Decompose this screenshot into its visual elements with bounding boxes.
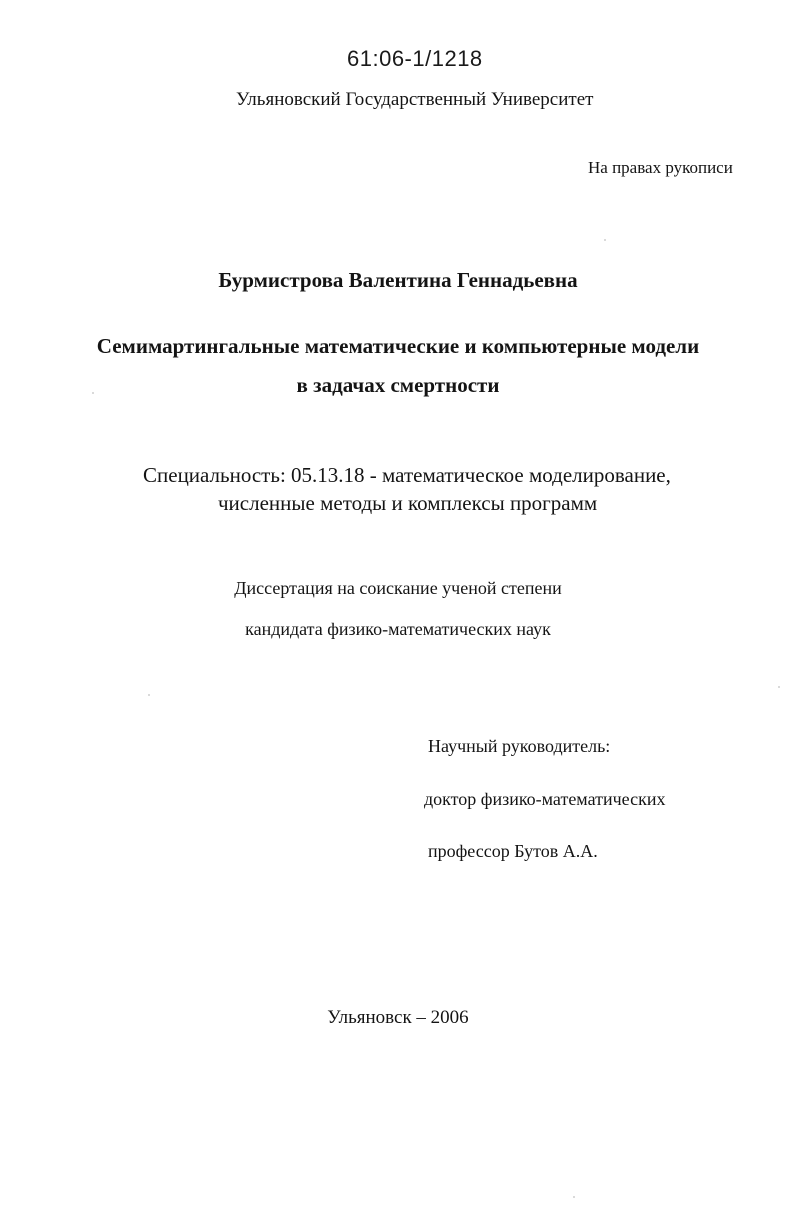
place-and-year: Ульяновск – 2006 bbox=[327, 1007, 469, 1028]
dissertation-title-line-2: в задачах смертности bbox=[296, 373, 500, 397]
dissertation-title-line-1: Семимартингальные математические и компьютерные модели bbox=[96, 334, 700, 358]
advisor-degree: доктор физико-математических bbox=[424, 789, 666, 809]
advisor-name: профессор Бутов А.А. bbox=[428, 841, 598, 861]
specialty-line-2: численные методы и комплексы программ bbox=[218, 491, 598, 515]
scan-speck bbox=[92, 392, 94, 394]
manuscript-rights-note: На правах рукописи bbox=[588, 158, 733, 177]
scan-speck bbox=[778, 686, 780, 688]
scan-speck bbox=[604, 239, 606, 241]
scan-speck bbox=[148, 694, 150, 696]
advisor-label: Научный руководитель: bbox=[428, 736, 611, 756]
specialty-line-1: Специальность: 05.13.18 - математическое моделирование, bbox=[143, 463, 671, 487]
degree-line-2: кандидата физико-математических наук bbox=[245, 619, 551, 639]
degree-line-1: Диссертация на соискание ученой степени bbox=[234, 578, 562, 598]
scan-speck bbox=[573, 1196, 575, 1198]
library-stamp-code: 61:06-1/1218 bbox=[347, 46, 483, 71]
author-name: Бурмистрова Валентина Геннадьевна bbox=[218, 268, 578, 292]
university-name: Ульяновский Государственный Университет bbox=[236, 89, 594, 110]
